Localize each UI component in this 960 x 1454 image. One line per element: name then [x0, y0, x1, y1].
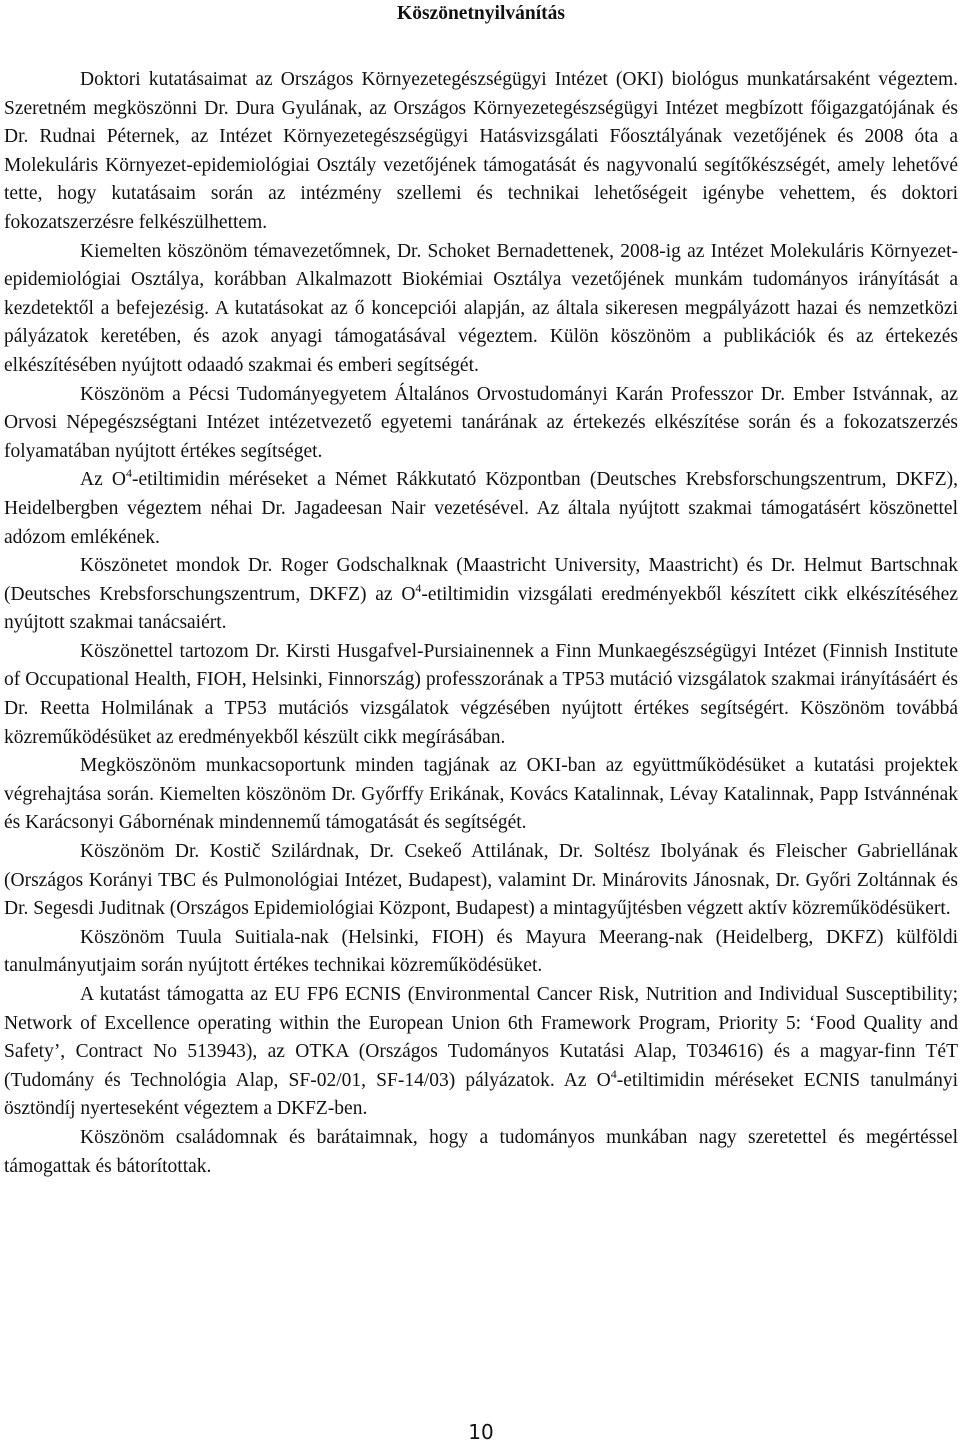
page-title: Köszönetnyilvánítás	[397, 3, 565, 24]
paragraph-fioh-thanks: Köszönettel tartozom Dr. Kirsti Husgafvel-Pursiainennek a Finn Munkaegészségügyi Intézet (Finnish Institute of Occupational Health, FIOH, Helsinki, Finnország) professzorának a TP53 mutáció vizsgálatok szakmai irányításáért és Dr. Reetta Holmilának a TP53 mutációs vizsgálatok végzésében nyújtott értékes segítségért. Köszönöm továbbá közreműködésüket az eredményekből készült cikk megírásában.	[4, 640, 958, 748]
superscript: 4	[415, 580, 422, 595]
document-page	[4, 0, 958, 1454]
paragraph-maastricht-thanks: Köszönetet mondok Dr. Roger Godschalknak (Maastricht University, Maastricht) és Dr. Helmut Bartschnak (Deutsches Krebsforschungszentrum, DKFZ) az $O^4$-etiltimidin vizsgálati eredményekből készített cikk elkészítéséhez nyújtott szakmai tanácsaiért.	[4, 555, 958, 634]
paragraph-study-trip-thanks: Köszönöm Tuula Suitiala-nak (Helsinki, FIOH) és Mayura Meerang-nak (Heidelberg, DKFZ) külföldi tanulmányutjaim során nyújtott értékes technikai közreműködésüket.	[4, 926, 958, 977]
superscript: 4	[610, 1066, 617, 1081]
paragraph-funding: A kutatást támogatta az EU FP6 ECNIS (Environmental Cancer Risk, Nutrition and Individual Susceptibility; Network of Excellence operating within the European Union 6th Framework Program, Priority 5: ‘Food Quality and Safety’, Contract No 513943), az OTKA (Országos Tudományos Kutatási Alap, T034616) és a magyar-finn TéT (Tudomány és Technológia Alap, SF-02/01, SF-14/03) pályázatok. Az $O^4$-etiltimidin méréseket ECNIS tanulmányi ösztöndíj nyerteseként végeztem a DKFZ-ben.	[4, 984, 958, 1120]
paragraph-team-thanks: Megköszönöm munkacsoportunk minden tagjának az OKI-ban az együttműködésüket a kutatási projektek végrehajtása során. Kiemelten köszönöm Dr. Győrffy Erikának, Kovács Katalinnak, Lévay Katalinnak, Papp Istvánnénak és Karácsonyi Gábornénak mindennemű támogatását és segítségét.	[4, 755, 958, 834]
paragraph-oki-thanks: Doktori kutatásaimat az Országos Környezetegészségügyi Intézet (OKI) biológus munkatársaként végeztem. Szeretném megköszönni Dr. Dura Gyulának, az Országos Környezetegészségügyi Intézet megbízott főigazgatójának és Dr. Rudnai Péternek, az Intézet Környezetegészségügyi Hatásvizsgálati Főosztályának vezetőjének és 2008 óta a Molekuláris Környezet-epidemiológiai Osztály vezetőjének támogatását és nagyvonalú segítőkészségét, amely lehetővé tette, hogy kutatásaim során az intézmény szellemi és technikai lehetőségeit igénybe vehettem, és doktori fokozatszerzésre felkészülhettem.	[4, 69, 958, 233]
paragraph-sampling-thanks: Köszönöm Dr. Kostič Szilárdnak, Dr. Csekeő Attilának, Dr. Soltész Ibolyának és Fleischer Gabriellának (Országos Korányi TBC és Pulmonológiai Intézet, Budapest), valamint Dr. Minárovits Jánosnak, Dr. Győri Zoltánnak és Dr. Segesdi Juditnak (Országos Epidemiológiai Központ, Budapest) a mintagyűjtésben végzett aktív közreműködésükert.	[4, 841, 958, 920]
body-text	[4, 66, 958, 1181]
page-number: 10	[468, 1420, 494, 1444]
paragraph-pecs-thanks: Köszönöm a Pécsi Tudományegyetem Általános Orvostudományi Karán Professzor Dr. Ember Istvánnak, az Orvosi Népegészségtani Intézet intézetvezető egyetemi tanárának az értekezés elkészítése során és a fokozatszerzés folyamatában nyújtott értékes segítséget.	[4, 383, 958, 462]
paragraph-dkfz-thanks: Az $O^4$-etiltimidin méréseket a Német Rákkutató Központban (Deutsches Krebsforschungszentrum, DKFZ), Heidelbergben végeztem néhai Dr. Jagadeesan Nair vezetésével. Az általa nyújtott szakmai támogatásért köszönettel adózom emlékének.	[4, 466, 958, 548]
paragraph-family-thanks: Köszönöm családomnak és barátaimnak, hogy a tudományos munkában nagy szeretettel és megértéssel támogattak és bátorítottak.	[4, 1126, 958, 1177]
superscript: 4	[125, 466, 132, 481]
paragraph-supervisor-thanks: Kiemelten köszönöm témavezetőmnek, Dr. Schoket Bernadettenek, 2008-ig az Intézet Molekuláris Környezet-epidemiológiai Osztálya, korábban Alkalmazott Biokémiai Osztálya vezetőjének munkám tudományos irányítását a kezdetektől a befejezésig. A kutatásokat az ő koncepciói alapján, az általa sikeresen megpályázott hazai és nemzetközi pályázatok keretében, és azok anyagi támogatásával végeztem. Külön köszönöm a publikációk és az értekezés elkészítésében nyújtott odaadó szakmai és emberi segítségét.	[4, 240, 958, 376]
